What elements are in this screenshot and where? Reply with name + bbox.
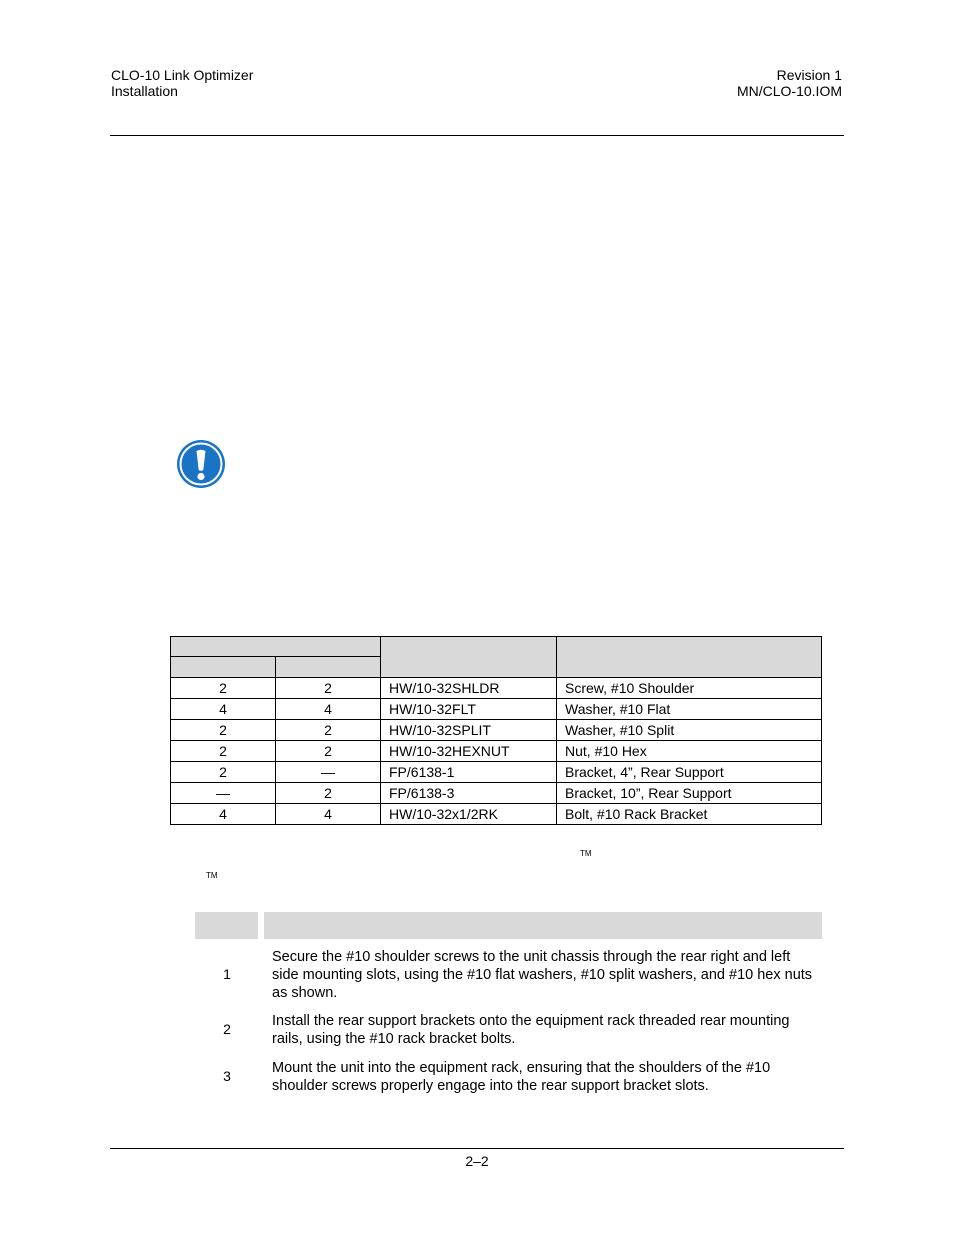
part-number-header — [381, 637, 557, 678]
qty-group-header — [171, 637, 381, 657]
header-divider — [110, 135, 844, 136]
qty-b-header — [276, 657, 381, 678]
doc-revision: Revision 1 — [776, 67, 842, 83]
step-text: Secure the #10 shoulder screws to the unit chassis through the rear right and left side mounting slots, using the #10 flat washers, #10 split washers, and #10 hex nuts as shown. — [272, 949, 813, 1001]
page-number: 2–2 — [465, 1153, 489, 1169]
step-number: 3 — [223, 1068, 231, 1084]
table-row: 2 2 HW/10-32SHLDR Screw, #10 Shoulder — [171, 678, 822, 699]
header-left — [111, 67, 253, 99]
table-row: 4 4 HW/10-32x1/2RK Bolt, #10 Rack Bracket — [171, 804, 822, 825]
step-number: 1 — [223, 966, 231, 982]
description-header — [557, 637, 822, 678]
table-row: 2 2 HW/10-32SPLIT Washer, #10 Split — [171, 720, 822, 741]
table-row: 2 — FP/6138-1 Bracket, 4”, Rear Support — [171, 762, 822, 783]
step-text: Mount the unit into the equipment rack, ensuring that the shoulders of the #10 shoulder screws properly engage into the rear support bracket slots. — [272, 1060, 771, 1094]
doc-section: Installation — [111, 83, 178, 99]
footer-divider — [110, 1148, 844, 1149]
trademark-mark: TM — [580, 849, 592, 858]
header-right — [737, 67, 842, 99]
qty-a-header — [171, 657, 276, 678]
step-column-header — [195, 912, 258, 939]
step-text: Install the rear support brackets onto the equipment rack threaded rear mounting rails, using the #10 rack bracket bolts. — [272, 1013, 790, 1047]
doc-number: MN/CLO-10.IOM — [736, 83, 842, 99]
mounting-kit-table — [170, 636, 822, 825]
task-column-header — [264, 912, 822, 939]
exclamation-circle-icon — [176, 439, 226, 489]
doc-title: CLO-10 Link Optimizer — [111, 67, 254, 83]
table-row: — 2 FP/6138-3 Bracket, 10”, Rear Support — [171, 783, 822, 804]
step-number: 2 — [223, 1021, 231, 1037]
table-row: 2 2 HW/10-32HEXNUT Nut, #10 Hex — [171, 741, 822, 762]
trademark-mark: TM — [206, 871, 218, 880]
table-row: 4 4 HW/10-32FLT Washer, #10 Flat — [171, 699, 822, 720]
